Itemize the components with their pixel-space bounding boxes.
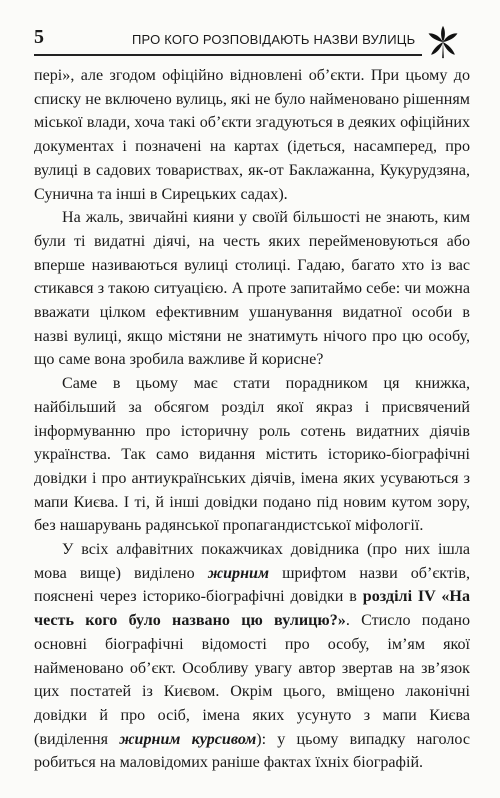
paragraph: Саме в цьому має стати порадником ця книжка, найбільший за обсягом розділ якої якраз і присвячений інформуванню про історичну роль сотень видатних діячів українства. Так само видання містить історико-біографічні довідки і про антиукраїнських діячів, імена яких усуваються з мапи Києва. І ті, й інші довідки подано під новим кутом зору, без нашарувань радянської пропагандистської міфології. (34, 375, 470, 535)
text-run: . Стисло подано основні біографічні відомості про особу, ім’ям якої найменовано об’єкт. Особливу увагу автор звертав на зв’язок цих постатей із Києвом. Окрім цього, вміщено лаконічні довідки й про осіб, імена яких усунуто з мапи Києва (виділення (34, 612, 470, 748)
bold-section-reference: розділі IV «На честь кого було названо цю вулицю?» (34, 588, 470, 630)
text-run: шрифтом назви об’єктів, пояснені через історико-біографічні довідки в (34, 564, 470, 606)
page-number: 5 (34, 26, 44, 48)
paragraph: пері», але згодом офіційно відновлені об’єкти. При цьому до списку не включено вулиць, які не було найменовано рішенням міської влади, хоча такі об’єкти згадуються в деяких офіційних документах і позначені на картах (ідеться, насамперед, про вулиці в садових товариствах, як-от Баклажанна, Кукурудзяна, Сунична та інші в Сирецьких садах). (34, 67, 470, 203)
body-text (34, 64, 470, 775)
header-rule (34, 54, 422, 56)
running-title: ПРО КОГО РОЗПОВІДАЮТЬ НАЗВИ ВУЛИЦЬ (132, 32, 416, 47)
text-run: У всіх алфавітних покажчиках довідника (про них ішла мова вище) виділено (34, 541, 470, 582)
paragraph: На жаль, звичайні кияни у своїй більшості не знають, ким були ті видатні діячі, на честь яких перейменовуються або вперше називаються вулиці столиці. Гадаю, багато хто із вас стикався з такою ситуацією. А проте запитаймо себе: чи можна вважати цілком ефективним ушанування видатної особи в назві вулиці, якщо містяни не знатимуть нічого про цю особу, що саме вона зробила важливе й корисне? (34, 209, 470, 369)
bold-italic-term: жирним курсивом (119, 730, 257, 748)
page-header (34, 24, 470, 54)
paragraph (34, 538, 470, 775)
text-run: ): у цьому випадку наголос робиться на маловідомих раніше фактах їхніх біографій. (34, 730, 471, 772)
bold-italic-term: жирним (207, 564, 270, 582)
chestnut-leaf-icon (426, 25, 460, 59)
